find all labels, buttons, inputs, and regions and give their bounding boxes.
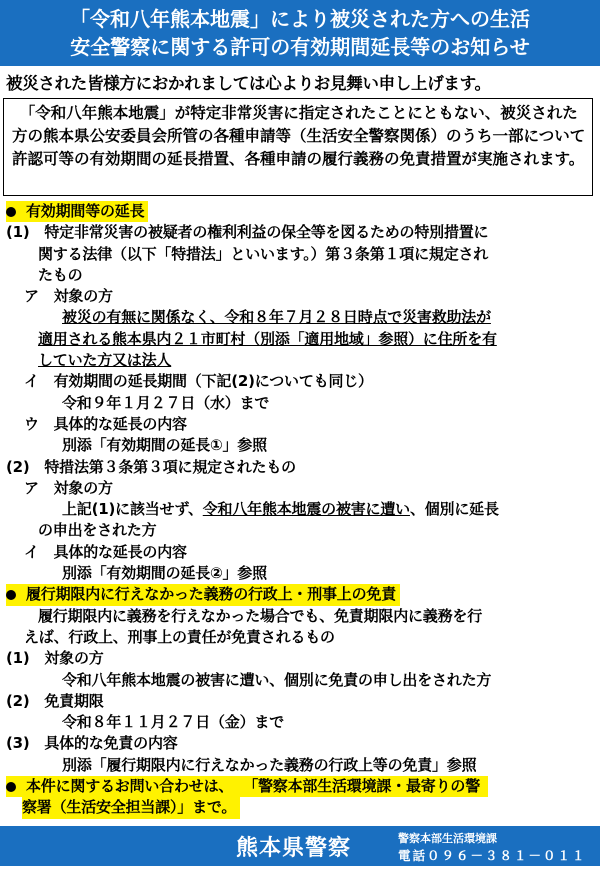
title-line-2: 安全警察に関する許可の有効期間延長等のお知らせ — [70, 35, 530, 59]
greeting-text: 被災された皆様方におかれましては心よりお見舞い申し上げます。 — [6, 74, 491, 93]
s2-item1: (1) 対象の方 — [6, 649, 104, 668]
title-line-1: 「令和八年熊本地震」により被災された方への生活 — [70, 7, 530, 31]
s2-item3: (3) 具体的な免責の内容 — [6, 734, 178, 753]
s1-item1-line1: (1) 特定非常災害の被疑者の権利利益の保全等を図るための特別措置に — [6, 223, 489, 242]
s1-i-label: イ 有効期間の延長期間（下記(2)についても同じ） — [24, 372, 373, 391]
intro-box: 「令和八年熊本地震」が特定非常災害に指定されたことにともない、被災された方の熊本県公安委員会所管の各種申請等（生活安全警察関係）のうち一部について許認可等の有効期間の延長措置、各種申請の履行義務の免責措置が実施されます。 — [3, 98, 593, 196]
s2-item1-value: 令和八年熊本地震の被害に遭い、個別に免責の申し出をされた方 — [62, 670, 492, 689]
s2-item2: (2) 免責期限 — [6, 691, 104, 710]
section-2-heading — [0, 584, 600, 605]
s1-i2-value: 別添「有効期間の延長②」参照 — [62, 564, 267, 583]
s1-a2-line1: 上記(1)に該当せず、令和八年熊本地震の被害に遭い、個別に延長 — [62, 500, 499, 519]
section-2-title: 履行期限内に行えなかった義務の行政上・刑事上の免責 — [26, 585, 397, 604]
s1-a-line1: 被災の有無に関係なく、令和８年７月２８日時点で災害救助法が — [62, 308, 491, 327]
contact-phone: 電話０９６－３８１－０１１０ — [398, 848, 587, 881]
footer-banner — [0, 826, 600, 881]
s1-a-line2: 適用される熊本県内２１市町村（別添「適用地域」参照）に住所を有 — [38, 329, 497, 348]
s2-desc-line2: えば、行政上、刑事上の責任が免責されるもの — [24, 627, 335, 646]
s1-i2-label: イ 具体的な延長の内容 — [24, 542, 187, 561]
bullet-icon — [6, 782, 16, 792]
section-3-line2: 察署（生活安全担当課）」まで。 — [0, 797, 600, 818]
s1-item1-line3: たもの — [38, 265, 83, 284]
s2-item2-value: 令和８年１１月２７日（金）まで — [62, 713, 285, 732]
s1-u-value: 別添「有効期間の延長①」参照 — [62, 436, 267, 455]
contact-department: 警察本部生活環境課 — [398, 832, 497, 845]
s1-u-label: ウ 具体的な延長の内容 — [24, 414, 187, 433]
s1-item1-line2: 関する法律（以下「特措法」といいます。）第３条第１項に規定され — [38, 244, 489, 263]
section-3-line1: 本件に関するお問い合わせは、 「警察本部生活環境課・最寄りの警 — [0, 776, 600, 797]
s2-desc-line1: 履行期限内に義務を行えなかった場合でも、免責期限内に義務を行 — [38, 606, 483, 625]
s1-i-value: 令和９年１月２７日（水）まで — [62, 393, 270, 412]
s1-item2: (2) 特措法第３条第３項に規定されたもの — [6, 457, 296, 476]
s1-a2-line2: の申出をされた方 — [38, 521, 157, 540]
s1-a2-label: ア 対象の方 — [24, 478, 113, 497]
s1-a-line3: していた方又は法人 — [38, 351, 172, 370]
title-banner — [0, 0, 600, 66]
bullet-icon — [6, 590, 16, 600]
notice-content — [0, 201, 600, 819]
section-1-title: 有効期間等の延長 — [26, 202, 145, 220]
section-1-heading — [0, 201, 600, 222]
bullet-icon — [6, 207, 16, 217]
s1-a-label: ア 対象の方 — [24, 287, 113, 306]
organization-name: 熊本県警察 — [236, 836, 352, 861]
s2-item3-value: 別添「履行期限内に行えなかった義務の行政上等の免責」参照 — [62, 755, 477, 774]
